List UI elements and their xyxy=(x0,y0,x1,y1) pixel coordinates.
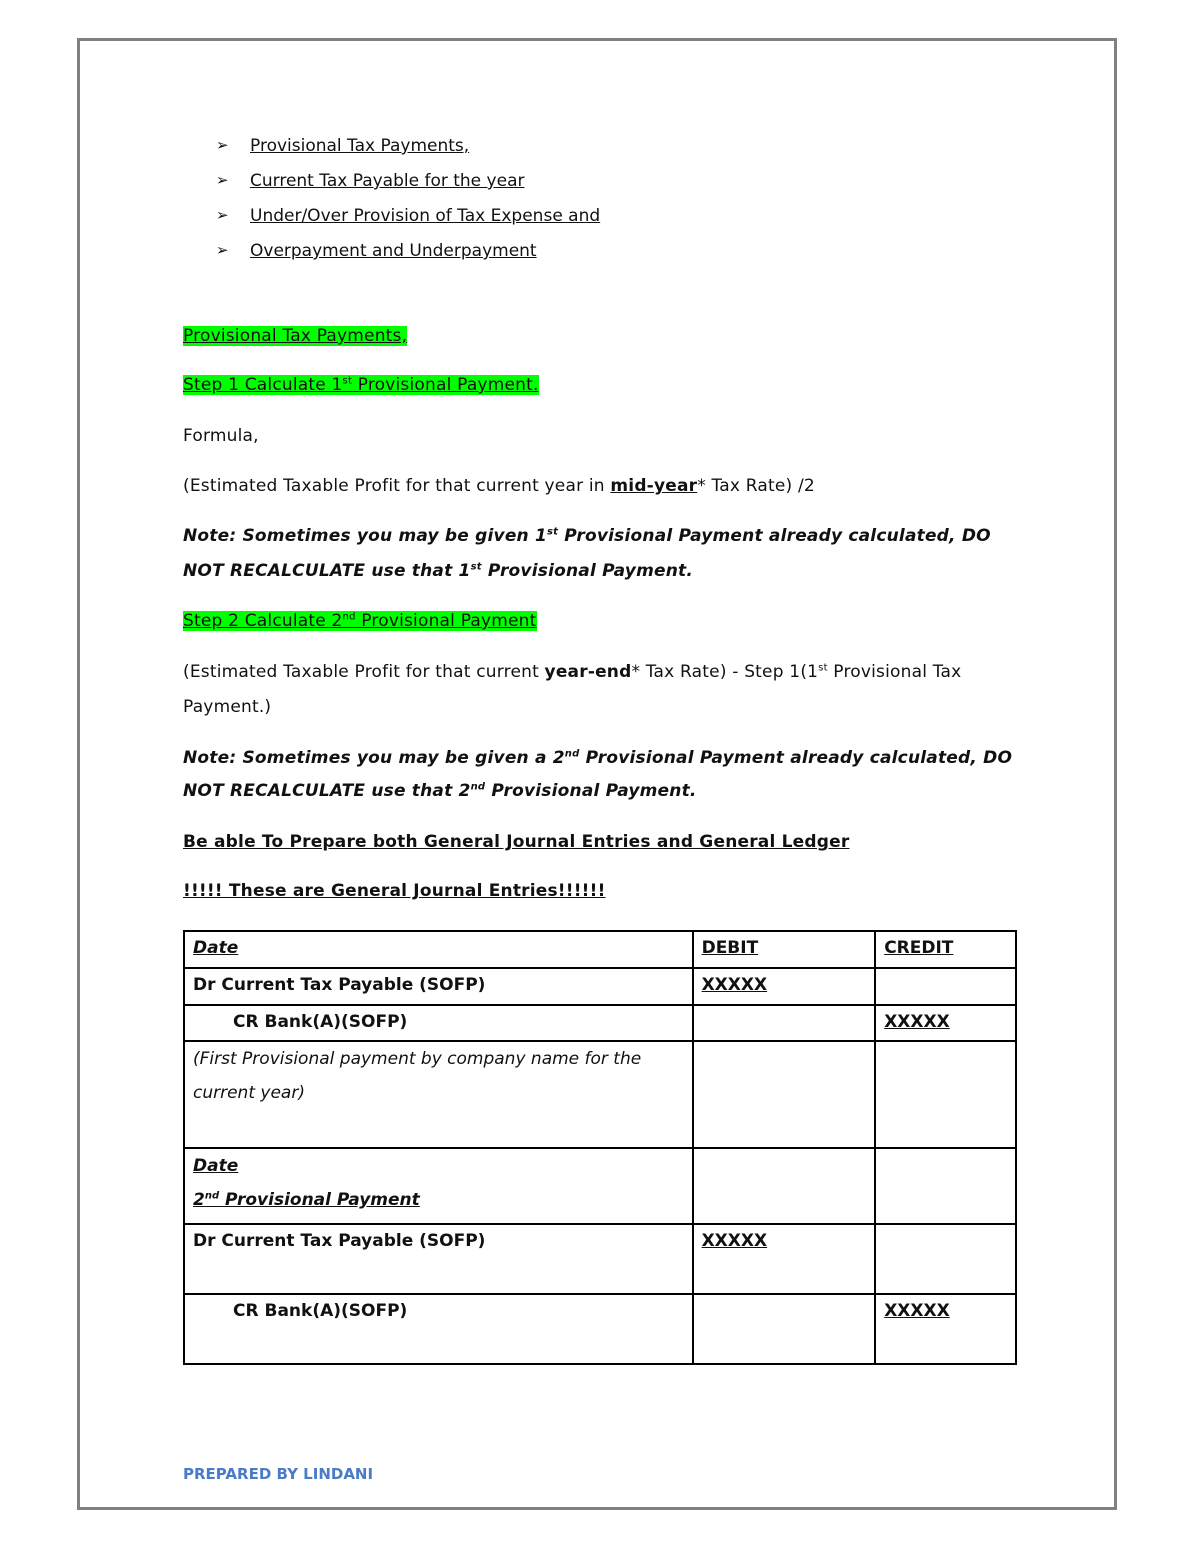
credit-cell xyxy=(875,968,1016,1005)
header-date: Date xyxy=(184,931,693,968)
debit-cell xyxy=(693,1294,876,1364)
formula-2-line2: Payment.) xyxy=(183,697,272,717)
table-row xyxy=(184,1224,1016,1294)
list-item: Overpayment and Underpayment xyxy=(250,241,537,261)
table-header-row xyxy=(184,931,1016,968)
note-2-line1: Note: Sometimes you may be given a 2nd Provisional Payment already calculated, DO xyxy=(183,748,1013,768)
table-row xyxy=(184,1005,1016,1041)
account-cell: Dr Current Tax Payable (SOFP) xyxy=(184,968,693,1005)
list-item: Provisional Tax Payments, xyxy=(250,136,470,156)
credit-cell xyxy=(875,1041,1016,1148)
table-row xyxy=(184,1041,1016,1148)
arrow-bullet-icon: ➢ xyxy=(216,241,229,259)
formula-1: (Estimated Taxable Profit for that current year in mid-year* Tax Rate) /2 xyxy=(183,476,815,496)
date-label-cell: Date 2nd Provisional Payment xyxy=(184,1148,693,1224)
step1-heading: Step 1 Calculate 1st Provisional Payment. xyxy=(183,375,539,395)
table-row xyxy=(184,1294,1016,1364)
debit-cell: XXXXX xyxy=(693,1224,876,1294)
section-heading: Provisional Tax Payments, xyxy=(183,326,408,346)
list-item: Current Tax Payable for the year xyxy=(250,171,525,191)
table-row xyxy=(184,968,1016,1005)
credit-cell xyxy=(875,1224,1016,1294)
account-cell: CR Bank(A)(SOFP) xyxy=(184,1294,693,1364)
formula-2-line1: (Estimated Taxable Profit for that current year-end* Tax Rate) - Step 1(1st Provisional Tax xyxy=(183,662,962,682)
step2-heading: Step 2 Calculate 2nd Provisional Payment xyxy=(183,611,537,631)
credit-cell: XXXXX xyxy=(875,1005,1016,1041)
credit-cell xyxy=(875,1148,1016,1224)
debit-cell xyxy=(693,1005,876,1041)
list-item: Under/Over Provision of Tax Expense and xyxy=(250,206,601,226)
narration-cell: (First Provisional payment by company name for the current year) xyxy=(184,1041,693,1148)
header-debit: DEBIT xyxy=(693,931,876,968)
header-credit: CREDIT xyxy=(875,931,1016,968)
arrow-bullet-icon: ➢ xyxy=(216,171,229,189)
table-row xyxy=(184,1148,1016,1224)
account-cell: CR Bank(A)(SOFP) xyxy=(184,1005,693,1041)
formula-label: Formula, xyxy=(183,426,259,446)
account-cell: Dr Current Tax Payable (SOFP) xyxy=(184,1224,693,1294)
journal-entries-table xyxy=(183,930,1017,1365)
debit-cell xyxy=(693,1148,876,1224)
note-1-line2: NOT RECALCULATE use that 1st Provisional Payment. xyxy=(183,561,694,581)
credit-cell: XXXXX xyxy=(875,1294,1016,1364)
footer-prepared-by: PREPARED BY LINDANI xyxy=(183,1465,374,1483)
arrow-bullet-icon: ➢ xyxy=(216,136,229,154)
debit-cell xyxy=(693,1041,876,1148)
journal-heading: !!!!! These are General Journal Entries!!!!!! xyxy=(183,881,606,901)
arrow-bullet-icon: ➢ xyxy=(216,206,229,224)
note-1-line1: Note: Sometimes you may be given 1st Provisional Payment already calculated, DO xyxy=(183,526,991,546)
note-2-line2: NOT RECALCULATE use that 2nd Provisional Payment. xyxy=(183,781,697,801)
prepare-heading: Be able To Prepare both General Journal Entries and General Ledger xyxy=(183,832,850,852)
debit-cell: XXXXX xyxy=(693,968,876,1005)
